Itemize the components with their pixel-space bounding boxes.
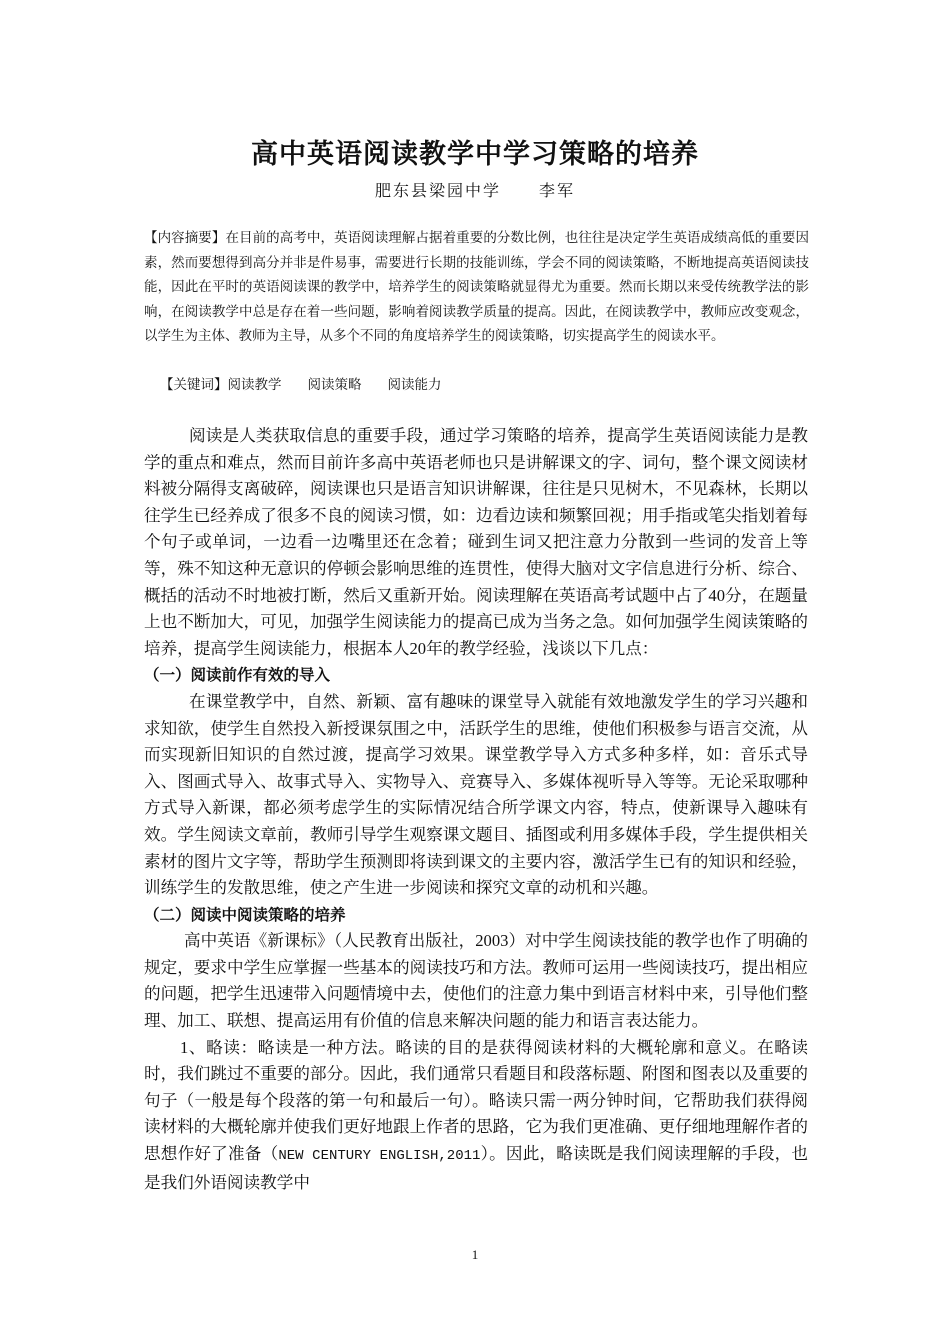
skimming-text-continued: ）。因此，略读既是我们阅读理解的手段，也是我们外语阅读教学中 xyxy=(144,1144,809,1192)
document-body xyxy=(144,423,808,1196)
keywords-label: 【关键词】 xyxy=(160,377,228,393)
intro-paragraph: 阅读是人类获取信息的重要手段，通过学习策略的培养，提高学生英语阅读能力是教学的重点和难点，然而目前许多高中英语老师也只是讲解课文的字、词句，整个课文阅读材料被分隔得支离破碎，阅读课也只是语言知识讲解课，往往是只见树木，不见森林，长期以往学生已经养成了很多不良的阅读习惯，如：边看边读和频繁回视；用手指或笔尖指划着每个句子或单词，一边看一边嘴里还在念着；碰到生词又把注意力分散到一些词的发音上等等，殊不知这种无意识的停顿会影响思维的连贯性，使得大脑对文字信息进行分析、综合、概括的活动不时地被打断，然后又重新开始。阅读理解在英语高考试题中占了40分，在题量上也不断加大，可见，加强学生阅读能力的提高已成为当务之急。如何加强学生阅读策略的培养，提高学生阅读能力，根据本人20年的教学经验，浅谈以下几点： xyxy=(144,426,808,658)
author-school: 肥东县梁园中学 xyxy=(374,181,501,200)
skimming-paragraph xyxy=(144,1035,808,1197)
abstract-text: 在目前的高考中，英语阅读理解占据着重要的分数比例，也往往是决定学生英语成绩高低的重要因素，然而要想得到高分并非是件易事，需要进行长期的技能训练，学会不同的阅读策略，不断地提高英语阅读技能，因此在平时的英语阅读课的教学中，培养学生的阅读策略就显得尤为重要。然而长期以来受传统教学法的影响，在阅读教学中总是存在着一些问题，影响着阅读教学质量的提高。因此，在阅读教学中，教师应改变观念，以学生为主体、教师为主导，从多个不同的角度培养学生的阅读策略，切实提高学生的阅读水平。 xyxy=(144,230,809,344)
citation: NEW CENTURY ENGLISH,2011 xyxy=(278,1148,481,1165)
page-number: 1 xyxy=(471,1247,479,1262)
keyword: 阅读策略 xyxy=(307,377,362,393)
abstract xyxy=(144,226,809,349)
skimming-text: 1、略读：略读是一种方法。略读的目的是获得阅读材料的大概轮廓和意义。在略读时，我们跳过不重要的部分。因此，我们通常只看题目和段落标题、附图和图表以及重要的句子（一般是每个段落的第一句和最后一句）。略读只需一两分钟时间，它帮助我们获得阅读材料的大概轮廓并使我们更好地跟上作者的思路，它为我们更准确、更仔细地理解作者的思想作好了准备（ xyxy=(144,1037,808,1164)
document-title: 高中英语阅读教学中学习策略的培养 xyxy=(251,139,699,170)
section-heading: （一）阅读前作有效的导入 xyxy=(144,666,331,685)
keywords xyxy=(160,373,800,397)
section-paragraph: 高中英语《新课标》（人民教育出版社，2003）对中学生阅读技能的教学也作了明确的规定，要求中学生应掌握一些基本的阅读技巧和方法。教师可运用一些阅读技巧，提出相应的问题，把学生迅速带入问题情境中去，使他们的注意力集中到语言材料中来，引导他们整理、加工、联想、提高运用有价值的信息来解决问题的能力和语言表达能力。 xyxy=(144,931,808,1031)
keyword: 阅读教学 xyxy=(227,377,282,393)
section-paragraph: 在课堂教学中，自然、新颖、富有趣味的课堂导入就能有效地激发学生的学习兴趣和求知欲，使学生自然投入新授课氛围之中，活跃学生的思维，使他们积极参与语言交流，从而实现新旧知识的自然过渡，提高学习效果。课堂教学导入方式多种多样，如：音乐式导入、图画式导入、故事式导入、实物导入、竞赛导入、多媒体视听导入等等。无论采取哪种方式导入新课，都必须考虑学生的实际情况结合所学课文内容，特点，使新课导入趣味有效。学生阅读文章前，教师引导学生观察课文题目、插图或利用多媒体手段，学生提供相关素材的图片文字等，帮助学生预测即将读到课文的主要内容，激活学生已有的知识和经验，训练学生的发散思维，使之产生进一步阅读和探究文章的动机和兴趣。 xyxy=(144,691,808,898)
section-heading: （二）阅读中阅读策略的培养 xyxy=(144,905,346,924)
abstract-label: 【内容摘要】 xyxy=(144,230,226,246)
keyword: 阅读能力 xyxy=(387,377,442,393)
author-name: 李军 xyxy=(539,181,576,200)
author-line xyxy=(0,178,950,201)
